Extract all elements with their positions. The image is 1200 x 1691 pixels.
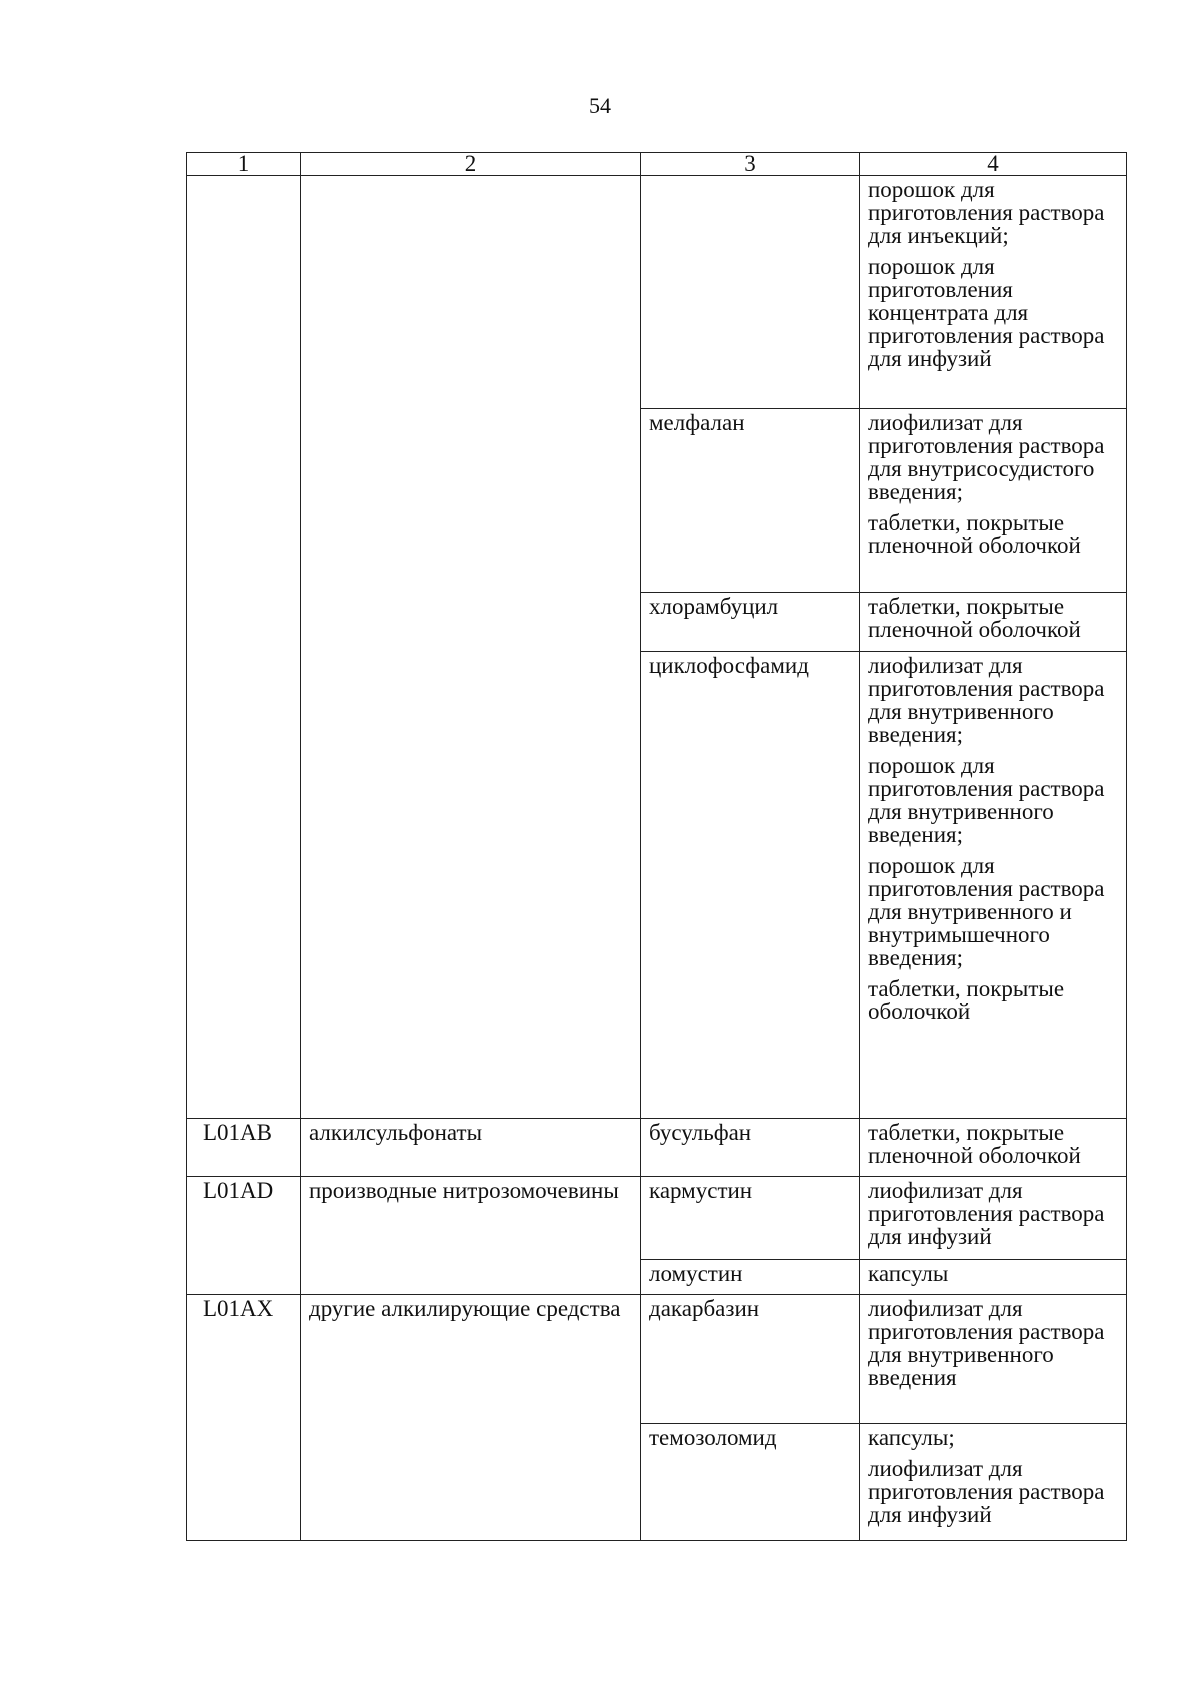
code-cell: L01AD	[187, 1177, 301, 1295]
dosage-form: таблетки, покрытые пленочной оболочкой	[868, 510, 1081, 558]
forms-cell	[860, 593, 1127, 652]
forms-cell	[860, 176, 1127, 409]
header-col-1: 1	[187, 153, 301, 176]
header-col-3: 3	[641, 153, 860, 176]
dosage-form: лиофилизат для приготовления раствора для инфузий	[868, 1178, 1105, 1249]
group-cell	[301, 176, 641, 1119]
dosage-form: капсулы;	[868, 1425, 955, 1450]
drug-name-cell: кармустин	[641, 1177, 860, 1260]
drug-name-cell: циклофосфамид	[641, 652, 860, 1119]
dosage-form: лиофилизат для приготовления раствора для внутривенного введения	[868, 1296, 1105, 1390]
code-cell	[187, 176, 301, 1119]
code-cell: L01AX	[187, 1295, 301, 1541]
header-row	[187, 153, 1127, 176]
header-col-2: 2	[301, 153, 641, 176]
drug-name-cell: хлорамбуцил	[641, 593, 860, 652]
forms-cell	[860, 409, 1127, 593]
forms-cell	[860, 1424, 1127, 1541]
dosage-form: порошок для приготовления концентрата для приготовления раствора для инфузий	[868, 254, 1105, 371]
dosage-form: таблетки, покрытые оболочкой	[868, 976, 1065, 1024]
forms-cell	[860, 1177, 1127, 1260]
dosage-form: таблетки, покрытые пленочной оболочкой	[868, 1120, 1081, 1168]
drug-name-cell: дакарбазин	[641, 1295, 860, 1424]
drug-name-cell: темозоломид	[641, 1424, 860, 1541]
dosage-form: лиофилизат для приготовления раствора для инфузий	[868, 1456, 1105, 1527]
forms-cell	[860, 1119, 1127, 1177]
dosage-form: таблетки, покрытые пленочной оболочкой	[868, 594, 1081, 642]
page-number: 54	[589, 93, 611, 118]
table-row	[187, 1295, 1127, 1424]
dosage-form: лиофилизат для приготовления раствора для внутривенного введения;	[868, 653, 1105, 747]
code-cell: L01AB	[187, 1119, 301, 1177]
forms-cell	[860, 1260, 1127, 1295]
header-col-4: 4	[860, 153, 1127, 176]
forms-cell	[860, 1295, 1127, 1424]
dosage-form: порошок для приготовления раствора для внутривенного введения;	[868, 753, 1105, 847]
drug-name-cell: бусульфан	[641, 1119, 860, 1177]
group-cell: другие алкилирующие средства	[301, 1295, 641, 1541]
forms-cell	[860, 652, 1127, 1119]
table-row	[187, 1177, 1127, 1260]
drug-name-cell: ломустин	[641, 1260, 860, 1295]
dosage-form: порошок для приготовления раствора для инъекций;	[868, 177, 1105, 248]
drug-name-cell	[641, 176, 860, 409]
group-cell: производные нитрозомочевины	[301, 1177, 641, 1295]
table-row	[187, 1119, 1127, 1177]
group-cell: алкилсульфонаты	[301, 1119, 641, 1177]
drug-table	[186, 152, 1127, 1541]
drug-name-cell: мелфалан	[641, 409, 860, 593]
dosage-form: порошок для приготовления раствора для внутривенного и внутримышечного введения;	[868, 853, 1105, 970]
table-row	[187, 176, 1127, 409]
dosage-form: капсулы	[868, 1261, 949, 1286]
dosage-form: лиофилизат для приготовления раствора для внутрисосудистого введения;	[868, 410, 1105, 504]
